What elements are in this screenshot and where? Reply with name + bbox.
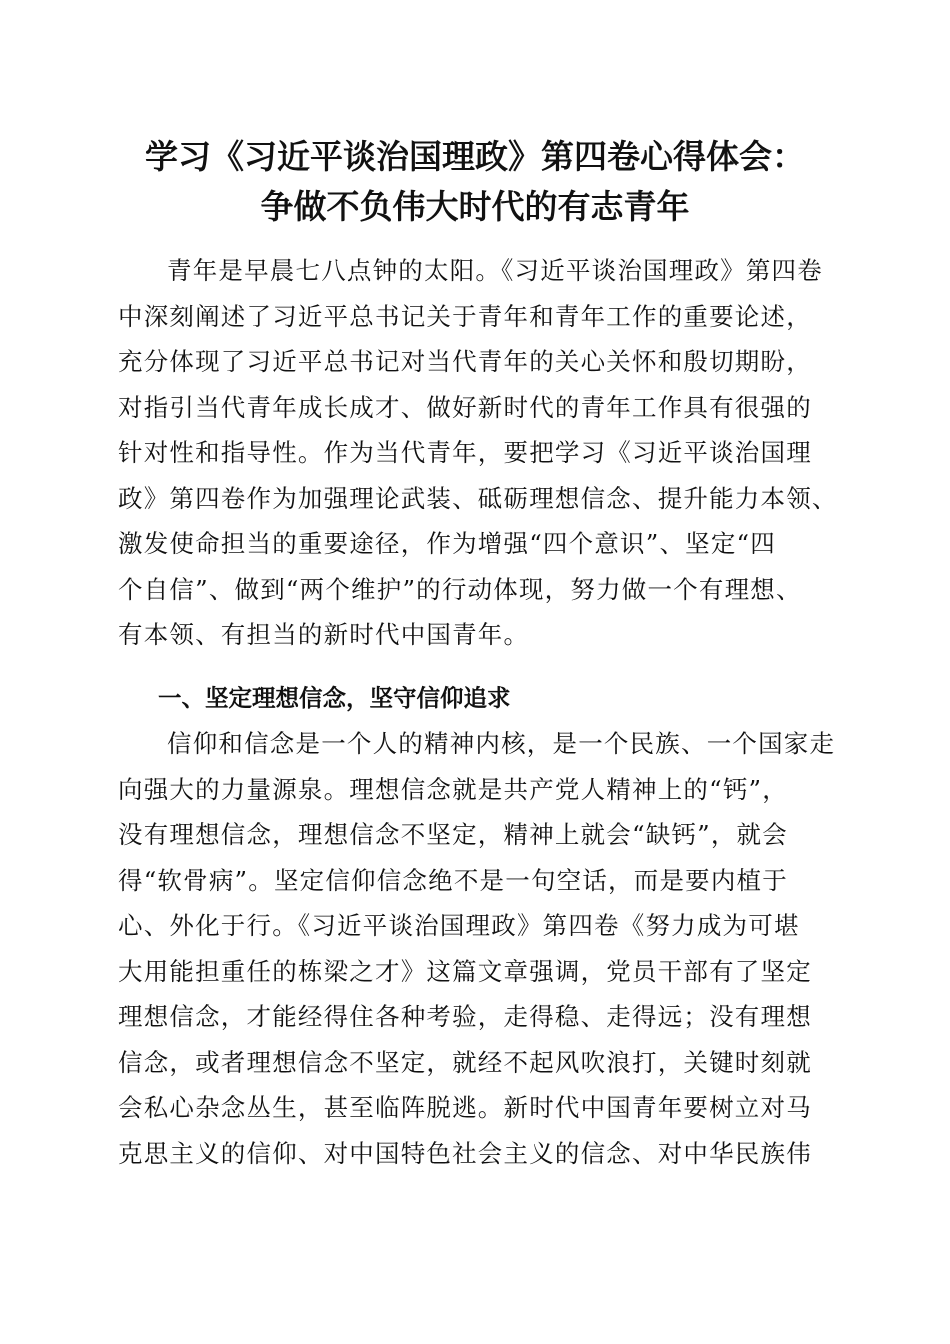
paragraph-line: 大用能担重任的栋梁之才》这篇文章强调，党员干部有了坚定 bbox=[118, 956, 812, 986]
section-heading: 一、坚定理想信念，坚守信仰追求 bbox=[158, 684, 511, 712]
title-line-2: 争做不负伟大时代的有志青年 bbox=[260, 187, 690, 226]
paragraph-line: 激发使命担当的重要途径，作为增强“四个意识”、坚定“四 bbox=[118, 529, 776, 558]
section-paragraph bbox=[118, 721, 838, 1176]
paragraph-line: 对指引当代青年成长成才、做好新时代的青年工作具有很强的 bbox=[118, 392, 812, 422]
document-title bbox=[60, 132, 890, 232]
paragraph-line: 政》第四卷作为加强理论武装、砥砺理想信念、提升能力本领、 bbox=[118, 483, 838, 513]
paragraph-line: 会私心杂念丛生，甚至临阵脱逃。新时代中国青年要树立对马 bbox=[118, 1093, 812, 1122]
paragraph-line: 心、外化于行。《习近平谈治国理政》第四卷《努力成为可堪 bbox=[118, 911, 800, 940]
paragraph-line: 理想信念，才能经得住各种考验，走得稳、走得远；没有理想 bbox=[118, 1002, 812, 1031]
paragraph-line: 有本领、有担当的新时代中国青年。 bbox=[118, 620, 530, 649]
paragraph-line: 向强大的力量源泉。理想信念就是共产党人精神上的“钙”， bbox=[118, 774, 788, 804]
paragraph-line: 信念，或者理想信念不坚定，就经不起风吹浪打，关键时刻就 bbox=[118, 1047, 812, 1077]
paragraph-line: 个自信”、做到“两个维护”的行动体现，努力做一个有理想、 bbox=[118, 574, 802, 604]
paragraph-line: 中深刻阐述了习近平总书记关于青年和青年工作的重要论述， bbox=[118, 301, 812, 331]
paragraph-line: 信仰和信念是一个人的精神内核，是一个民族、一个国家走 bbox=[167, 729, 836, 758]
intro-paragraph bbox=[118, 248, 838, 658]
paragraph-line: 克思主义的信仰、对中国特色社会主义的信念、对中华民族伟 bbox=[118, 1138, 812, 1168]
paragraph-line: 没有理想信念，理想信念不坚定，精神上就会“缺钙”，就会 bbox=[118, 820, 788, 849]
title-line-1: 学习《习近平谈治国理政》第四卷心得体会： bbox=[145, 137, 805, 176]
paragraph-line: 针对性和指导性。作为当代青年，要把学习《习近平谈治国理 bbox=[118, 438, 812, 467]
paragraph-line: 充分体现了习近平总书记对当代青年的关心关怀和殷切期盼， bbox=[118, 347, 812, 376]
paragraph-line: 得“软骨病”。坚定信仰信念绝不是一句空话，而是要内植于 bbox=[118, 865, 788, 895]
paragraph-line: 青年是早晨七八点钟的太阳。《习近平谈治国理政》第四卷 bbox=[167, 256, 823, 285]
